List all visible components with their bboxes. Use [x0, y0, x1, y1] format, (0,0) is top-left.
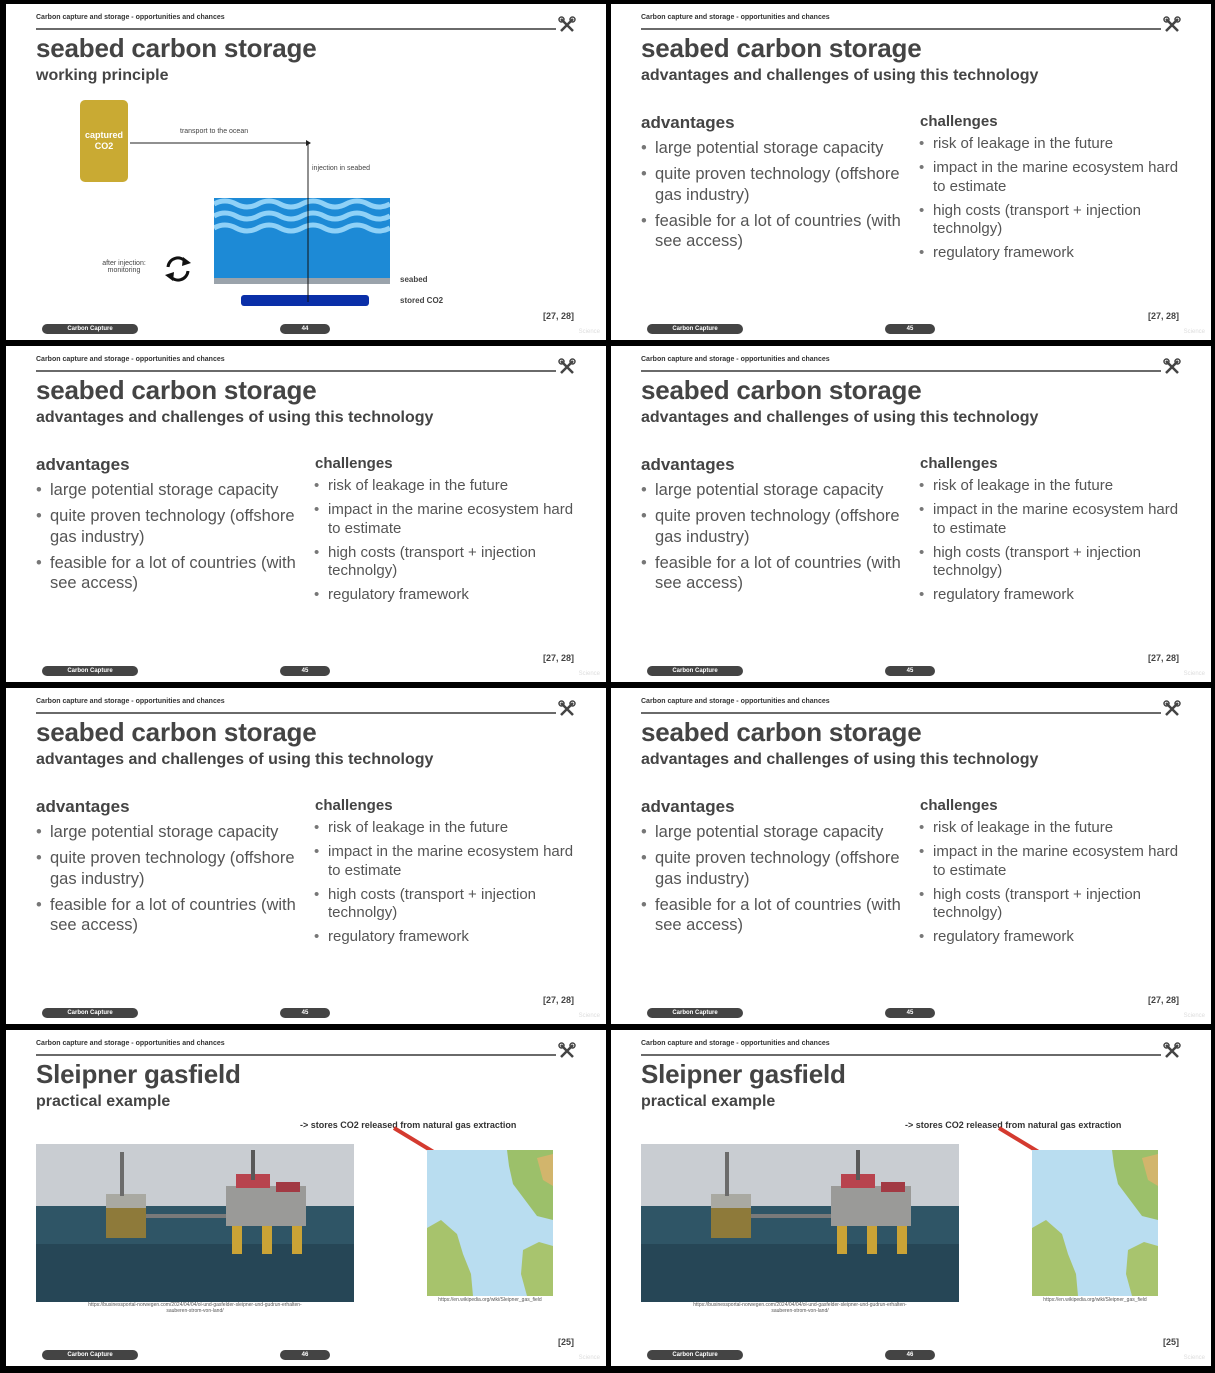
watermark: Science: [1183, 329, 1205, 335]
advantages-heading: advantages: [36, 455, 130, 474]
list-item: • feasible for a lot of countries (with see access): [641, 895, 911, 936]
header-rule: [641, 28, 1161, 30]
challenges-list: [314, 477, 584, 610]
list-item: • feasible for a lot of countries (with see access): [36, 895, 306, 936]
advantages-list: [36, 480, 306, 599]
watermark: Science: [578, 1355, 600, 1361]
list-item: • impact in the marine ecosystem hard to estimate: [919, 843, 1189, 880]
slide-title: seabed carbon storage: [36, 375, 317, 405]
header-rule: [641, 712, 1161, 714]
advantages-heading: advantages: [641, 113, 735, 132]
north-sea-map: [1032, 1150, 1158, 1296]
footer-label: Carbon Capture: [647, 1350, 743, 1360]
photo-source: https://businessportal-norwegen.com/2024/04/04/ol-und-gasfelder-sleipner-und-gudrun-erhalten-sauberen-strom-von-land/: [693, 1302, 907, 1314]
slide-title: seabed carbon storage: [36, 717, 317, 747]
footer-label: Carbon Capture: [647, 324, 743, 334]
list-item: • risk of leakage in the future: [919, 477, 1189, 496]
slide-title: Sleipner gasfield: [36, 1059, 241, 1089]
challenges-list: [919, 135, 1189, 268]
list-item: • impact in the marine ecosystem hard to estimate: [919, 501, 1189, 538]
slide-header: Carbon capture and storage - opportunities and chances: [36, 698, 225, 705]
slide-subtitle: working principle: [36, 67, 169, 84]
challenges-heading: challenges: [920, 113, 998, 130]
slide-header: Carbon capture and storage - opportunities and chances: [641, 14, 830, 21]
slide-subtitle: advantages and challenges of using this technology: [36, 409, 434, 426]
slide-header: Carbon capture and storage - opportunities and chances: [36, 14, 225, 21]
slide-title: seabed carbon storage: [641, 717, 922, 747]
tools-icon: [1163, 700, 1181, 718]
advantages-heading: advantages: [36, 797, 130, 816]
slide-subtitle: advantages and challenges of using this technology: [641, 67, 1039, 84]
header-rule: [641, 370, 1161, 372]
reference: [25]: [557, 1337, 574, 1347]
slide-header: Carbon capture and storage - opportunities and chances: [641, 1040, 830, 1047]
transport-label: transport to the ocean: [180, 128, 249, 135]
list-item: • high costs (transport + injection technolgy): [314, 886, 584, 923]
watermark: Science: [1183, 1355, 1205, 1361]
slide-working-principle[interactable]: [6, 4, 606, 340]
reference: [27, 28]: [1147, 311, 1179, 321]
map-source: https://en.wikipedia.org/wiki/Sleipner_gas_field: [438, 1297, 542, 1303]
reference: [27, 28]: [542, 311, 574, 321]
advantages-list: [641, 480, 911, 599]
list-item: • high costs (transport + injection technolgy): [919, 544, 1189, 581]
page-number: 45: [885, 1008, 935, 1018]
slide-subtitle: advantages and challenges of using this technology: [641, 409, 1039, 426]
page-number: 44: [280, 324, 330, 334]
reference: [27, 28]: [542, 995, 574, 1005]
challenges-heading: challenges: [315, 455, 393, 472]
list-item: • quite proven technology (offshore gas industry): [36, 506, 306, 547]
tools-icon: [1163, 1042, 1181, 1060]
slide-adv-challenges-1[interactable]: [611, 4, 1211, 340]
slide-title: seabed carbon storage: [36, 33, 317, 63]
list-item: • regulatory framework: [314, 586, 584, 605]
advantages-list: [641, 138, 911, 257]
list-item: • regulatory framework: [919, 244, 1189, 263]
footer-label: Carbon Capture: [647, 666, 743, 676]
challenges-list: [919, 819, 1189, 952]
captured-co2-label: captured CO2: [84, 130, 123, 151]
list-item: • quite proven technology (offshore gas industry): [641, 506, 911, 547]
header-rule: [36, 1054, 556, 1056]
list-item: • regulatory framework: [314, 928, 584, 947]
watermark: Science: [578, 671, 600, 677]
slide-adv-challenges-5[interactable]: [611, 688, 1211, 1024]
watermark: Science: [578, 1013, 600, 1019]
list-item: • risk of leakage in the future: [919, 819, 1189, 838]
challenges-heading: challenges: [920, 797, 998, 814]
list-item: • risk of leakage in the future: [314, 477, 584, 496]
challenges-list: [919, 477, 1189, 610]
photo-source: https://businessportal-norwegen.com/2024/04/04/ol-und-gasfelder-sleipner-und-gudrun-erhalten-sauberen-strom-von-land/: [88, 1302, 302, 1314]
list-item: • risk of leakage in the future: [314, 819, 584, 838]
list-item: • large potential storage capacity: [641, 138, 911, 159]
list-item: • risk of leakage in the future: [919, 135, 1189, 154]
slide-sleipner-2[interactable]: [611, 1030, 1211, 1366]
advantages-heading: advantages: [641, 455, 735, 474]
list-item: • regulatory framework: [919, 586, 1189, 605]
list-item: • large potential storage capacity: [641, 822, 911, 843]
tools-icon: [1163, 16, 1181, 34]
watermark: Science: [1183, 671, 1205, 677]
footer-label: Carbon Capture: [42, 1008, 138, 1018]
tools-icon: [1163, 358, 1181, 376]
reference: [27, 28]: [1147, 653, 1179, 663]
slide-header: Carbon capture and storage - opportunities and chances: [36, 1040, 225, 1047]
footer-label: Carbon Capture: [42, 1350, 138, 1360]
page-number: 45: [885, 666, 935, 676]
footer-label: Carbon Capture: [647, 1008, 743, 1018]
refresh-cycle-icon: [162, 254, 194, 284]
offshore-platform-photo: [641, 1144, 959, 1302]
slide-title: seabed carbon storage: [641, 33, 922, 63]
page-number: 45: [885, 324, 935, 334]
challenges-list: [314, 819, 584, 952]
slide-title: Sleipner gasfield: [641, 1059, 846, 1089]
injection-line-top: [6, 4, 606, 340]
list-item: • feasible for a lot of countries (with see access): [641, 211, 911, 252]
north-sea-map: [427, 1150, 553, 1296]
seabed-label: seabed: [400, 275, 428, 284]
watermark: Science: [578, 329, 600, 335]
list-item: • regulatory framework: [919, 928, 1189, 947]
injection-label: injection in seabed: [312, 165, 370, 172]
list-item: • large potential storage capacity: [36, 822, 306, 843]
map-source: https://en.wikipedia.org/wiki/Sleipner_gas_field: [1043, 1297, 1147, 1303]
header-rule: [36, 712, 556, 714]
tools-icon: [558, 700, 576, 718]
advantages-list: [641, 822, 911, 941]
slide-subtitle: practical example: [641, 1093, 776, 1110]
list-item: • high costs (transport + injection technolgy): [919, 202, 1189, 239]
slide-adv-challenges-4[interactable]: [6, 688, 606, 1024]
list-item: • quite proven technology (offshore gas industry): [641, 164, 911, 205]
footer-label: Carbon Capture: [42, 666, 138, 676]
page-number: 45: [280, 1008, 330, 1018]
list-item: • quite proven technology (offshore gas industry): [641, 848, 911, 889]
page-number: 46: [280, 1350, 330, 1360]
tools-icon: [558, 358, 576, 376]
challenges-heading: challenges: [920, 455, 998, 472]
slide-header: Carbon capture and storage - opportunities and chances: [641, 356, 830, 363]
reference: [25]: [1162, 1337, 1179, 1347]
page-number: 46: [885, 1350, 935, 1360]
monitoring-label: after injection: monitoring: [102, 260, 146, 274]
list-item: • quite proven technology (offshore gas industry): [36, 848, 306, 889]
advantages-list: [36, 822, 306, 941]
gasfield-note: -> stores CO2 released from natural gas extraction: [905, 1120, 1122, 1130]
slide-title: seabed carbon storage: [641, 375, 922, 405]
tools-icon: [558, 1042, 576, 1060]
list-item: • impact in the marine ecosystem hard to estimate: [919, 159, 1189, 196]
header-rule: [641, 1054, 1161, 1056]
slide-adv-challenges-3[interactable]: [611, 346, 1211, 682]
header-rule: [36, 370, 556, 372]
list-item: • feasible for a lot of countries (with see access): [36, 553, 306, 594]
list-item: • large potential storage capacity: [641, 480, 911, 501]
list-item: • feasible for a lot of countries (with see access): [641, 553, 911, 594]
footer-label: Carbon Capture: [42, 324, 138, 334]
slide-subtitle: practical example: [36, 1093, 171, 1110]
slide-subtitle: advantages and challenges of using this technology: [36, 751, 434, 768]
list-item: • impact in the marine ecosystem hard to estimate: [314, 843, 584, 880]
challenges-heading: challenges: [315, 797, 393, 814]
advantages-heading: advantages: [641, 797, 735, 816]
reference: [27, 28]: [1147, 995, 1179, 1005]
slide-sleipner-1[interactable]: [6, 1030, 606, 1366]
slide-header: Carbon capture and storage - opportunities and chances: [36, 356, 225, 363]
stored-co2-label: stored CO2: [400, 296, 444, 305]
slide-header: Carbon capture and storage - opportunities and chances: [641, 698, 830, 705]
slide-subtitle: advantages and challenges of using this technology: [641, 751, 1039, 768]
list-item: • high costs (transport + injection technolgy): [919, 886, 1189, 923]
slide-adv-challenges-2[interactable]: [6, 346, 606, 682]
list-item: • high costs (transport + injection technolgy): [314, 544, 584, 581]
page-number: 45: [280, 666, 330, 676]
gasfield-note: -> stores CO2 released from natural gas extraction: [300, 1120, 517, 1130]
reference: [27, 28]: [542, 653, 574, 663]
list-item: • large potential storage capacity: [36, 480, 306, 501]
list-item: • impact in the marine ecosystem hard to estimate: [314, 501, 584, 538]
watermark: Science: [1183, 1013, 1205, 1019]
offshore-platform-photo: [36, 1144, 354, 1302]
